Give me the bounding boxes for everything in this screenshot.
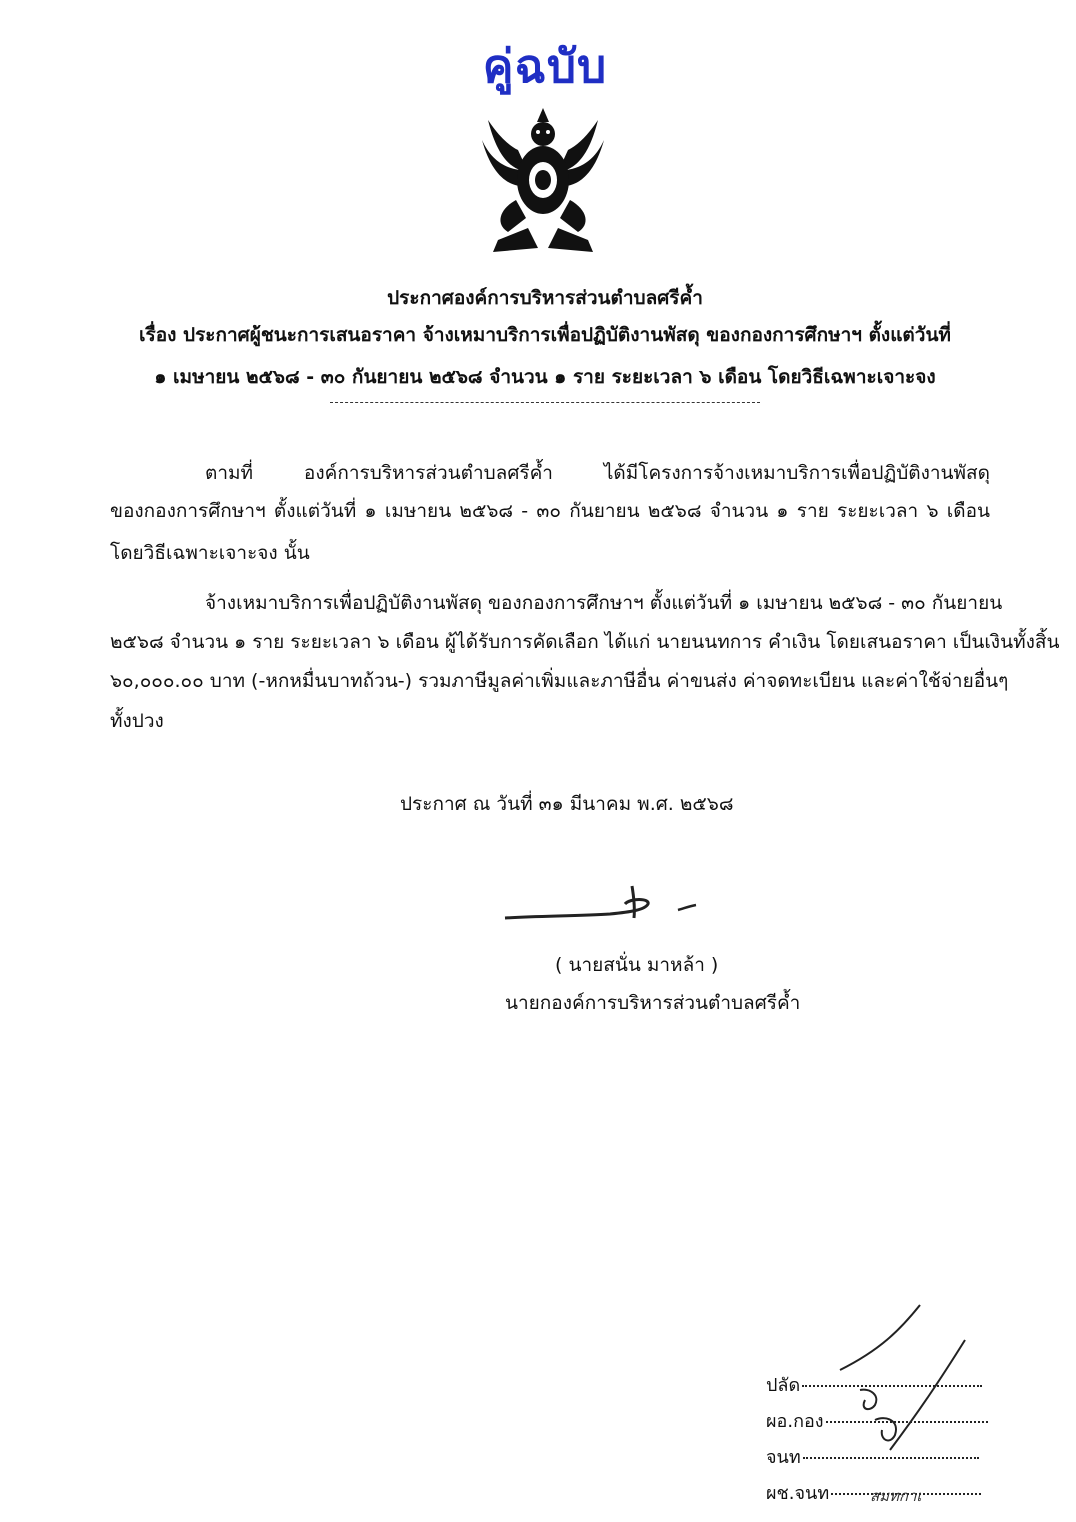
paragraph-2-line-3: ๖๐,๐๐๐.๐๐ บาท (-หกหมื่นบาทถ้วน-) รวมภาษีมูลค่าเพิ่มและภาษีอื่น ค่าขนส่ง ค่าจดทะเบียน และค่าใช้จ่ายอื่นๆ [110,670,1009,692]
paragraph-1-line-3: โดยวิธีเฉพาะเจาะจง นั้น [110,542,310,564]
subject-line-2: ๑ เมษายน ๒๕๖๘ - ๓๐ กันยายน ๒๕๖๘ จำนวน ๑ ราย ระยะเวลา ๖ เดือน โดยวิธีเฉพาะเจาะจง [154,366,936,388]
approval-item-3: จนท [766,1442,979,1471]
approval-item-4: ผช.จนท [766,1478,981,1507]
announce-date: ประกาศ ณ วันที่ ๓๑ มีนาคม พ.ศ. ๒๕๖๘ [400,793,734,815]
paragraph-2-line-2: ๒๕๖๘ จำนวน ๑ ราย ระยะเวลา ๖ เดือน ผู้ได้รับการคัดเลือก ได้แก่ นายนนทการ คำเงิน โดยเสนอราคา เป็นเงินทั้งสิ้น [110,631,1060,653]
separator-line [330,402,760,403]
paragraph-1-line-1: ตามที่ องค์การบริหารส่วนตำบลศรีค้ำ ได้มีโครงการจ้างเหมาบริการเพื่อปฏิบัติงานพัสดุ [205,462,990,484]
paragraph-2-line-1: จ้างเหมาบริการเพื่อปฏิบัติงานพัสดุ ของกองการศึกษาฯ ตั้งแต่วันที่ ๑ เมษายน ๒๕๖๘ - ๓๐ กันยายน [205,592,1003,614]
paragraph-1-line-2: ของกองการศึกษาฯ ตั้งแต่วันที่ ๑ เมษายน ๒๕๖๘ - ๓๐ กันยายน ๒๕๖๘ จำนวน ๑ ราย ระยะเวลา ๖ เดือน [110,500,990,522]
copy-stamp: คู่ฉบับ [482,39,608,93]
subject-line-1: เรื่อง ประกาศผู้ชนะการเสนอราคา จ้างเหมาบริการเพื่อปฏิบัติงานพัสดุ ของกองการศึกษาฯ ตั้งแต่วันที่ [139,324,951,346]
signatory-name: ( นายสนั่น มาหล้า ) [555,954,719,976]
initials-signature-icon [820,1300,990,1480]
paragraph-2-line-4: ทั้งปวง [110,710,164,732]
signature-icon [500,880,700,930]
approval-item-2: ผอ.กอง [766,1406,988,1435]
announcement-title: ประกาศองค์การบริหารส่วนตำบลศรีค้ำ [387,287,703,309]
signatory-position: นายกองค์การบริหารส่วนตำบลศรีค้ำ [505,992,801,1014]
approval-item-1: ปลัด [766,1370,982,1399]
garuda-emblem-icon [478,100,608,260]
handwritten-initials: สมทกาเ [870,1487,922,1505]
